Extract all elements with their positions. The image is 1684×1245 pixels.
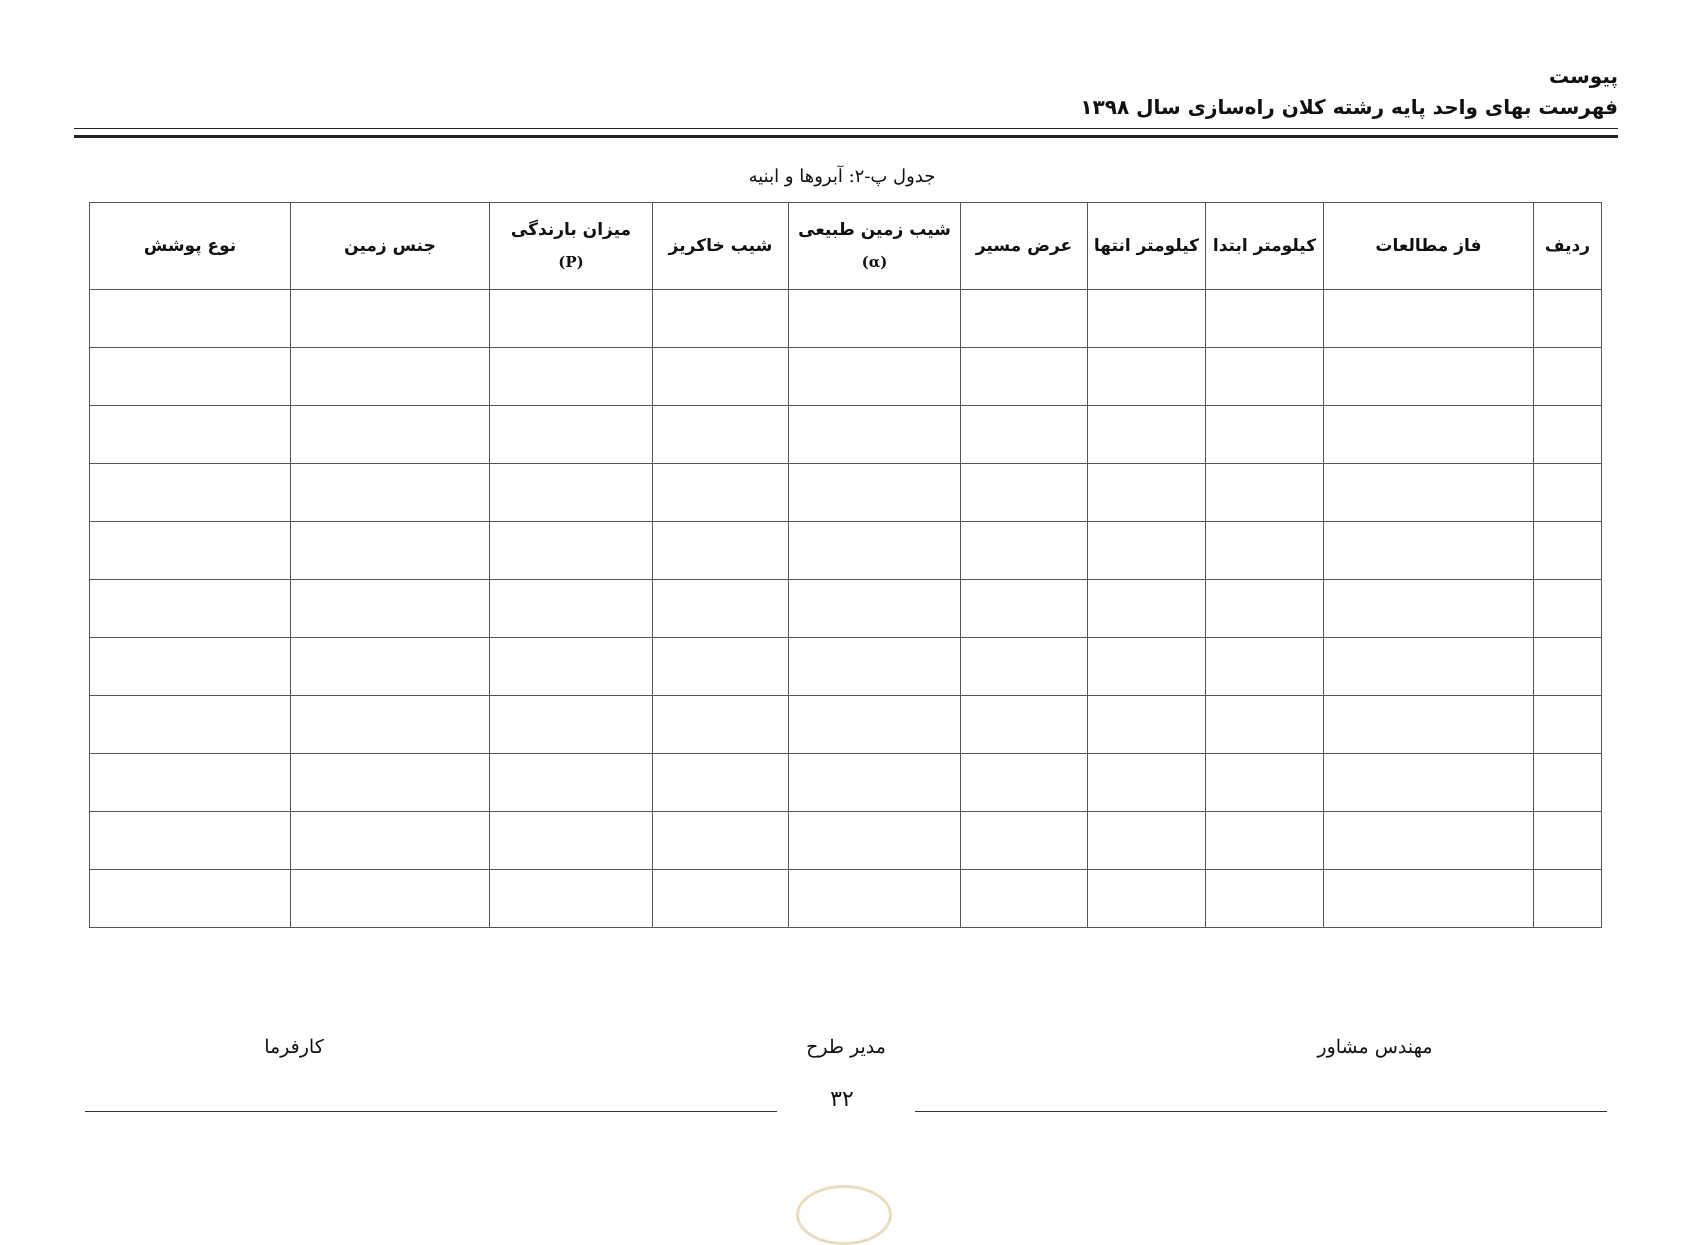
table-cell[interactable] bbox=[490, 348, 653, 406]
table-cell[interactable] bbox=[1206, 348, 1324, 406]
table-cell[interactable] bbox=[1206, 754, 1324, 812]
column-header: ردیف bbox=[1534, 203, 1602, 290]
table-cell[interactable] bbox=[90, 522, 291, 580]
table-cell[interactable] bbox=[653, 522, 789, 580]
table-cell[interactable] bbox=[90, 870, 291, 928]
table-cell[interactable] bbox=[789, 754, 961, 812]
table-cell[interactable] bbox=[1534, 580, 1602, 638]
column-header: میزان بارندگی (P) bbox=[490, 203, 653, 290]
table-cell[interactable] bbox=[1324, 290, 1534, 348]
table-row bbox=[90, 406, 1602, 464]
table-cell[interactable] bbox=[1206, 638, 1324, 696]
table-cell[interactable] bbox=[1088, 812, 1206, 870]
table-cell[interactable] bbox=[291, 870, 490, 928]
column-header: شیب زمین طبیعی (α) bbox=[789, 203, 961, 290]
table-cell[interactable] bbox=[291, 638, 490, 696]
table-cell[interactable] bbox=[1206, 580, 1324, 638]
table-cell[interactable] bbox=[1206, 870, 1324, 928]
table-header-row bbox=[90, 203, 1602, 290]
column-header: جنس زمین bbox=[291, 203, 490, 290]
table-row bbox=[90, 290, 1602, 348]
table-cell[interactable] bbox=[490, 522, 653, 580]
table-cell[interactable] bbox=[653, 754, 789, 812]
table-cell[interactable] bbox=[1534, 522, 1602, 580]
table-cell[interactable] bbox=[961, 522, 1088, 580]
column-header: کیلومتر ابتدا bbox=[1206, 203, 1324, 290]
table-row bbox=[90, 638, 1602, 696]
table-cell[interactable] bbox=[291, 580, 490, 638]
page-number: ۳۲ bbox=[830, 1087, 854, 1112]
table-cell[interactable] bbox=[490, 580, 653, 638]
table-cell[interactable] bbox=[961, 754, 1088, 812]
table-cell[interactable] bbox=[490, 696, 653, 754]
table-cell[interactable] bbox=[1206, 464, 1324, 522]
table-cell[interactable] bbox=[653, 870, 789, 928]
table-cell[interactable] bbox=[1324, 812, 1534, 870]
table-cell[interactable] bbox=[653, 348, 789, 406]
column-header: کیلومتر انتها bbox=[1088, 203, 1206, 290]
table-cell[interactable] bbox=[1534, 464, 1602, 522]
column-header: نوع پوشش bbox=[90, 203, 291, 290]
signature-consultant-label: مهندس مشاور bbox=[1317, 1036, 1433, 1058]
table-cell[interactable] bbox=[1088, 638, 1206, 696]
table-row bbox=[90, 754, 1602, 812]
table-cell[interactable] bbox=[291, 348, 490, 406]
table-cell[interactable] bbox=[1324, 754, 1534, 812]
table-cell[interactable] bbox=[490, 870, 653, 928]
table-cell[interactable] bbox=[961, 580, 1088, 638]
seal-watermark bbox=[796, 1185, 892, 1245]
table-cell[interactable] bbox=[789, 348, 961, 406]
table-caption: جدول پ-۲: آبروها و ابنیه bbox=[748, 166, 936, 187]
table-body bbox=[90, 290, 1602, 928]
table-row bbox=[90, 464, 1602, 522]
table-cell[interactable] bbox=[961, 638, 1088, 696]
table-cell[interactable] bbox=[90, 754, 291, 812]
header-document-title: فهرست بهای واحد پایه رشته کلان راه‌سازی سال ۱۳۹۸ bbox=[1080, 95, 1618, 119]
table-cell[interactable] bbox=[961, 348, 1088, 406]
table-row bbox=[90, 580, 1602, 638]
table-cell[interactable] bbox=[490, 290, 653, 348]
header-appendix-label: پیوست bbox=[1548, 64, 1618, 88]
column-header: عرض مسیر bbox=[961, 203, 1088, 290]
table-cell[interactable] bbox=[653, 580, 789, 638]
table-cell[interactable] bbox=[961, 870, 1088, 928]
table-cell[interactable] bbox=[1088, 464, 1206, 522]
column-header: شیب خاکریز bbox=[653, 203, 789, 290]
table-cell[interactable] bbox=[291, 290, 490, 348]
table-cell[interactable] bbox=[291, 406, 490, 464]
table-cell[interactable] bbox=[1206, 522, 1324, 580]
table-cell[interactable] bbox=[1534, 696, 1602, 754]
table-cell[interactable] bbox=[653, 290, 789, 348]
table-cell[interactable] bbox=[1088, 406, 1206, 464]
table-cell[interactable] bbox=[90, 638, 291, 696]
header-rule bbox=[74, 128, 1618, 138]
table-cell[interactable] bbox=[789, 290, 961, 348]
table-cell[interactable] bbox=[291, 696, 490, 754]
table-cell[interactable] bbox=[1206, 696, 1324, 754]
table-cell[interactable] bbox=[1534, 406, 1602, 464]
table-cell[interactable] bbox=[1324, 348, 1534, 406]
table-cell[interactable] bbox=[1088, 754, 1206, 812]
table-cell[interactable] bbox=[961, 696, 1088, 754]
table-cell[interactable] bbox=[490, 406, 653, 464]
table-cell[interactable] bbox=[1088, 522, 1206, 580]
table-cell[interactable] bbox=[1088, 290, 1206, 348]
table-cell[interactable] bbox=[1324, 522, 1534, 580]
signature-project-manager-label: مدیر طرح bbox=[806, 1036, 886, 1058]
table-cell[interactable] bbox=[90, 812, 291, 870]
table-cell[interactable] bbox=[1088, 348, 1206, 406]
data-table bbox=[89, 202, 1602, 928]
table-cell[interactable] bbox=[291, 812, 490, 870]
page-header bbox=[78, 60, 1618, 122]
table-cell[interactable] bbox=[789, 638, 961, 696]
table-cell[interactable] bbox=[1206, 812, 1324, 870]
table-row bbox=[90, 870, 1602, 928]
table-cell[interactable] bbox=[961, 290, 1088, 348]
table-cell[interactable] bbox=[789, 580, 961, 638]
footer-rule-right bbox=[915, 1111, 1607, 1112]
table-cell[interactable] bbox=[653, 812, 789, 870]
table-cell[interactable] bbox=[961, 464, 1088, 522]
table-cell[interactable] bbox=[490, 754, 653, 812]
table-cell[interactable] bbox=[1088, 580, 1206, 638]
table-cell[interactable] bbox=[789, 812, 961, 870]
table-cell[interactable] bbox=[961, 812, 1088, 870]
table-cell[interactable] bbox=[1088, 696, 1206, 754]
table-cell[interactable] bbox=[1534, 348, 1602, 406]
table-cell[interactable] bbox=[90, 406, 291, 464]
column-header-symbol: (P) bbox=[558, 253, 584, 271]
table-cell[interactable] bbox=[490, 638, 653, 696]
table-cell[interactable] bbox=[291, 464, 490, 522]
column-header: فاز مطالعات bbox=[1324, 203, 1534, 290]
table-cell[interactable] bbox=[90, 290, 291, 348]
table-cell[interactable] bbox=[291, 754, 490, 812]
footer-rule-left bbox=[85, 1111, 777, 1112]
table-cell[interactable] bbox=[1088, 870, 1206, 928]
table-cell[interactable] bbox=[653, 638, 789, 696]
table-cell[interactable] bbox=[1324, 638, 1534, 696]
table-cell[interactable] bbox=[1534, 638, 1602, 696]
table-cell[interactable] bbox=[789, 696, 961, 754]
table-cell[interactable] bbox=[490, 464, 653, 522]
table-cell[interactable] bbox=[653, 464, 789, 522]
column-header-symbol: (α) bbox=[861, 253, 888, 271]
table-cell[interactable] bbox=[1534, 290, 1602, 348]
table-cell[interactable] bbox=[90, 464, 291, 522]
table-cell[interactable] bbox=[90, 696, 291, 754]
table-cell[interactable] bbox=[789, 406, 961, 464]
table-cell[interactable] bbox=[789, 464, 961, 522]
table-row bbox=[90, 348, 1602, 406]
table-row bbox=[90, 812, 1602, 870]
table-cell[interactable] bbox=[653, 696, 789, 754]
table-cell[interactable] bbox=[1324, 580, 1534, 638]
table-cell[interactable] bbox=[90, 348, 291, 406]
table-cell[interactable] bbox=[291, 522, 490, 580]
table-cell[interactable] bbox=[1534, 812, 1602, 870]
table-cell[interactable] bbox=[1324, 696, 1534, 754]
table-row bbox=[90, 696, 1602, 754]
table-cell[interactable] bbox=[1324, 406, 1534, 464]
table-cell[interactable] bbox=[789, 870, 961, 928]
table-cell[interactable] bbox=[1324, 464, 1534, 522]
signature-employer-label: کارفرما bbox=[264, 1036, 324, 1058]
table-cell[interactable] bbox=[961, 406, 1088, 464]
table-cell[interactable] bbox=[90, 580, 291, 638]
table-cell[interactable] bbox=[1324, 870, 1534, 928]
table-cell[interactable] bbox=[1534, 870, 1602, 928]
table-row bbox=[90, 522, 1602, 580]
table-cell[interactable] bbox=[1206, 290, 1324, 348]
table-cell[interactable] bbox=[789, 522, 961, 580]
table-cell[interactable] bbox=[490, 812, 653, 870]
table-cell[interactable] bbox=[653, 406, 789, 464]
table-cell[interactable] bbox=[1534, 754, 1602, 812]
table-cell[interactable] bbox=[1206, 406, 1324, 464]
